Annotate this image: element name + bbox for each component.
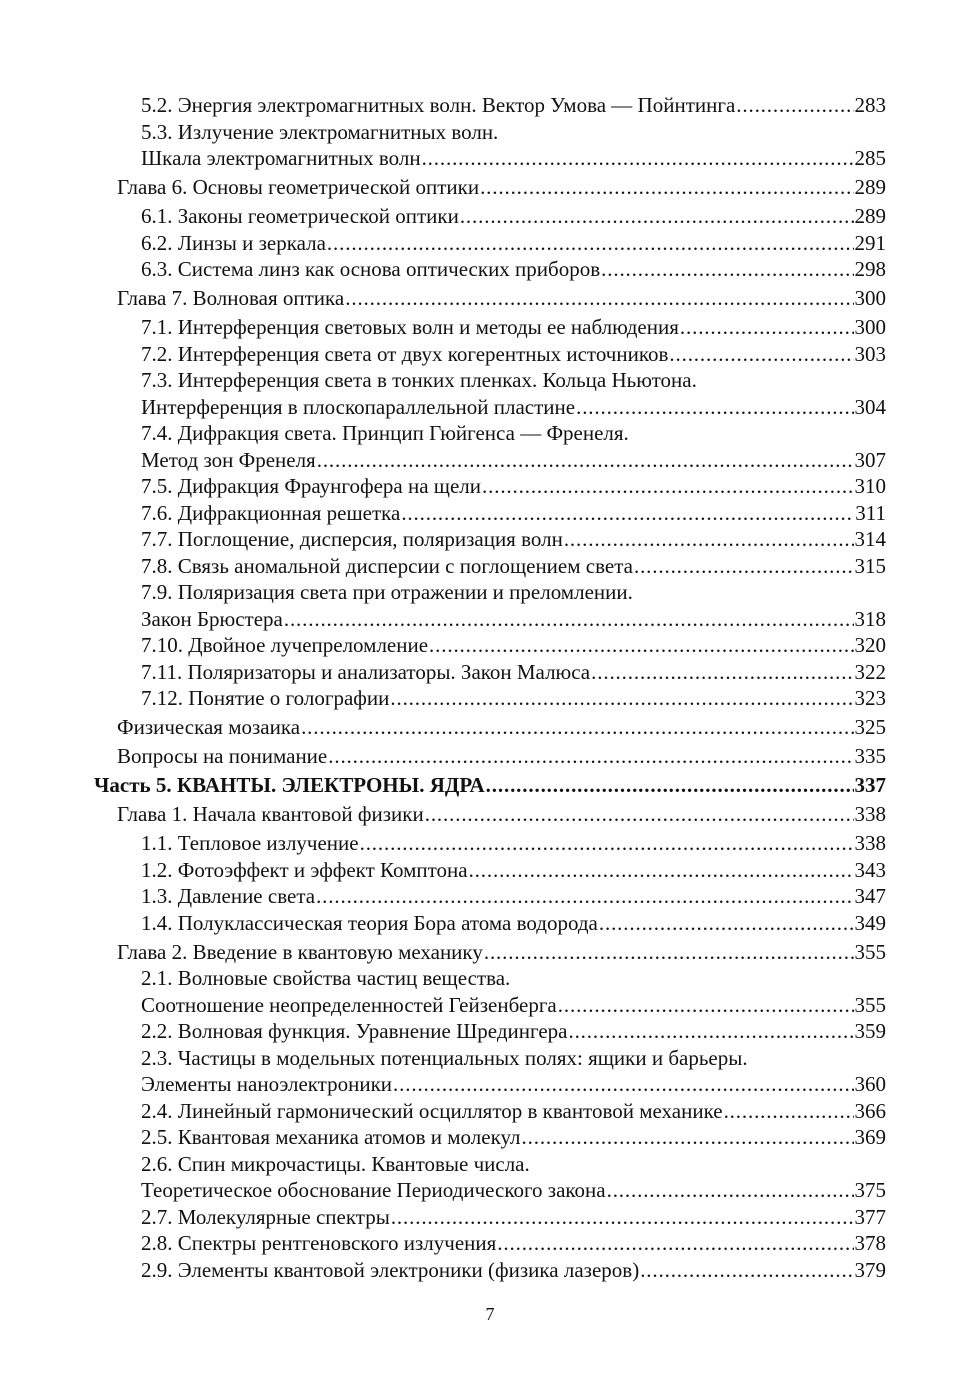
toc-entry-title: Глава 7. Волновая оптика (117, 286, 345, 310)
toc-entry-page: 369 (854, 1125, 886, 1149)
toc-entry-title: 2.2. Волновая функция. Уравнение Шредингера (141, 1019, 568, 1043)
toc-entry-page: 289 (854, 175, 886, 199)
toc-entry-title: 6.3. Система линз как основа оптических приборов (141, 257, 601, 281)
toc-entry-page: 338 (854, 802, 886, 826)
toc-entry (0, 394, 886, 421)
toc-entry (0, 203, 886, 230)
toc-entry-title: 7.6. Дифракционная решетка (141, 500, 401, 525)
toc-entry-page: 343 (854, 857, 886, 882)
dot-leader (284, 606, 854, 633)
toc-entry-line1: 2.6. Спин микрочастицы. Квантовые числа. (141, 1151, 530, 1176)
dot-leader (634, 553, 854, 580)
toc-entry-page: 320 (854, 633, 886, 657)
toc-entry (0, 606, 886, 633)
toc-entry-title: Теоретическое обоснование Периодического закона (141, 1178, 606, 1202)
toc-entry-page: 285 (854, 146, 886, 170)
toc-entry-title: 2.9. Элементы квантовой электроники (физика лазеров) (141, 1257, 640, 1282)
toc-entry-title: Физическая мозаика (117, 715, 301, 739)
toc-entry-title: 6.2. Линзы и зеркала (141, 230, 326, 255)
dot-leader (486, 772, 854, 799)
dot-leader (316, 883, 853, 910)
toc-entry-page: 318 (854, 606, 886, 631)
toc-entry-title: 7.7. Поглощение, дисперсия, поляризация волн (141, 527, 563, 551)
toc-entry (0, 1177, 886, 1204)
dot-leader (301, 714, 853, 741)
toc-entry-page: 355 (854, 992, 886, 1017)
toc-entry (0, 92, 886, 119)
dot-leader (484, 939, 854, 966)
dot-leader (640, 1257, 853, 1284)
toc-entry (0, 1071, 886, 1098)
dot-leader (360, 830, 854, 857)
dot-leader (680, 314, 854, 341)
toc-entry-title: Закон Брюстера (141, 606, 283, 631)
toc-entry-page: 335 (854, 744, 886, 768)
toc-entry-title: 7.2. Интерференция света от двух когерентных источников (141, 341, 669, 366)
toc-entry (0, 910, 886, 937)
dot-leader (480, 174, 853, 201)
toc-entry-page: 359 (854, 1019, 886, 1043)
dot-leader (497, 1230, 853, 1257)
toc-entry-page: 300 (854, 315, 886, 339)
toc-entry (0, 256, 886, 283)
dot-leader (669, 341, 853, 368)
toc-entry-page: 355 (854, 939, 886, 964)
dot-leader (482, 473, 853, 500)
toc-entry (0, 145, 886, 172)
toc-entry-page: 322 (854, 659, 886, 684)
toc-entry (0, 857, 886, 884)
toc-entry-title: 2.8. Спектры рентгеновского излучения (141, 1231, 497, 1255)
toc-chapter-entry (0, 174, 886, 201)
toc-entry (0, 1230, 886, 1257)
toc-chapter-entry (0, 743, 886, 770)
page-number: 7 (485, 1304, 495, 1324)
dot-leader (591, 659, 853, 686)
dot-leader (599, 910, 854, 937)
toc-entry-page: 310 (854, 474, 886, 498)
toc-entry-title: 1.4. Полуклассическая теория Бора атома водорода (141, 910, 598, 935)
toc-entry-page: 289 (854, 204, 886, 228)
toc-entry-line1: 7.9. Поляризация света при отражении и преломлении. (141, 580, 633, 604)
toc-entry (0, 1098, 886, 1125)
toc-entry (0, 1204, 886, 1231)
toc-entry (0, 632, 886, 659)
dot-leader (736, 92, 853, 119)
toc-entry-page: 379 (854, 1257, 886, 1282)
dot-leader (422, 145, 854, 172)
toc-entry-title: 1.1. Тепловое излучение (141, 831, 359, 855)
toc-entry-title: 1.2. Фотоэффект и эффект Комптона (141, 857, 468, 882)
dot-leader (568, 1018, 853, 1045)
dot-leader (429, 632, 853, 659)
dot-leader (522, 1124, 854, 1151)
dot-leader (327, 230, 854, 257)
toc-entry (0, 1257, 886, 1284)
toc-entry (0, 1018, 886, 1045)
dot-leader (469, 857, 854, 884)
toc-entry-page: 349 (854, 910, 886, 935)
toc-entry-title: Шкала электромагнитных волн (141, 146, 421, 170)
toc-entry (0, 553, 886, 580)
toc-entry-title: Глава 1. Начала квантовой физики (117, 802, 424, 826)
toc-entry-page: 311 (855, 500, 886, 525)
toc-entry-title: 2.5. Квантовая механика атомов и молекул (141, 1125, 521, 1149)
toc-entry-line1: 7.4. Дифракция света. Принцип Гюйгенса — Френеля. (141, 421, 629, 445)
toc-entry (0, 500, 886, 527)
toc-entry-page: 366 (854, 1098, 886, 1123)
toc-part-entry (0, 772, 886, 799)
dot-leader (724, 1098, 854, 1125)
toc-entry-page: 347 (854, 884, 886, 908)
toc-entry-title: Вопросы на понимание (117, 744, 328, 768)
toc-entry-title: Часть 5. КВАНТЫ. ЭЛЕКТРОНЫ. ЯДРА (94, 773, 485, 797)
toc-entry (0, 659, 886, 686)
toc-entry-title: Соотношение неопределенностей Гейзенберга (141, 992, 557, 1017)
dot-leader (393, 1071, 853, 1098)
toc-entry-title: 7.10. Двойное лучепреломление (141, 633, 429, 657)
dot-leader (564, 526, 854, 553)
toc-entry (0, 992, 886, 1019)
dot-leader (401, 500, 854, 527)
toc-entry (0, 230, 886, 257)
toc-entry-line1: 5.3. Излучение электромагнитных волн. (141, 119, 499, 144)
toc-entry-title: 7.8. Связь аномальной дисперсии с поглощением света (141, 553, 633, 578)
toc-entry-page: 323 (854, 686, 886, 710)
dot-leader (607, 1177, 854, 1204)
dot-leader (576, 394, 853, 421)
toc-entry-page: 303 (854, 341, 886, 366)
toc-entry-page: 375 (854, 1178, 886, 1202)
dot-leader (391, 1204, 854, 1231)
toc-entry-page: 283 (854, 93, 886, 117)
toc-entry-title: Интерференция в плоскопараллельной пластине (141, 394, 576, 419)
toc-entry-page: 378 (854, 1231, 886, 1255)
dot-leader (328, 743, 853, 770)
toc-entry (0, 883, 886, 910)
toc-entry-title: 7.12. Понятие о голографии (141, 686, 390, 710)
toc-entry-line1: 7.3. Интерференция света в тонких пленках. Кольца Ньютона. (141, 368, 697, 392)
toc-entry-page: 291 (854, 230, 886, 255)
toc-entry-page: 304 (854, 394, 886, 419)
dot-leader (558, 992, 854, 1019)
toc-entry-page: 314 (854, 527, 886, 551)
toc-entry-title: 7.1. Интерференция световых волн и методы ее наблюдения (141, 315, 679, 339)
toc-chapter-entry (0, 714, 886, 741)
dot-leader (601, 256, 853, 283)
toc-entry-title: Элементы наноэлектроники (141, 1072, 393, 1096)
toc-entry-page: 360 (854, 1072, 886, 1096)
dot-leader (425, 801, 854, 828)
dot-leader (460, 203, 854, 230)
toc-entry (0, 1124, 886, 1151)
toc-entry (0, 473, 886, 500)
toc-entry-page: 298 (854, 257, 886, 281)
toc-entry (0, 341, 886, 368)
toc-entry-title: Глава 6. Основы геометрической оптики (117, 175, 480, 199)
toc-entry-title: Метод зон Френеля (141, 447, 316, 472)
toc-entry (0, 685, 886, 712)
toc-entry (0, 526, 886, 553)
toc-entry-title: 6.1. Законы геометрической оптики (141, 204, 459, 228)
toc-chapter-entry (0, 285, 886, 312)
toc-entry-page: 325 (854, 715, 886, 739)
dot-leader (345, 285, 853, 312)
toc-entry-title: 5.2. Энергия электромагнитных волн. Вектор Умова — Пойнтинга (141, 93, 736, 117)
toc-entry-title: 1.3. Давление света (141, 884, 316, 908)
toc-chapter-entry (0, 939, 886, 966)
toc-entry-page: 307 (854, 447, 886, 472)
toc-entry-page: 338 (854, 831, 886, 855)
toc-chapter-entry (0, 801, 886, 828)
toc-entry (0, 830, 886, 857)
toc-entry-page: 300 (854, 286, 886, 310)
toc-entry-line1: 2.3. Частицы в модельных потенциальных полях: ящики и барьеры. (141, 1045, 748, 1070)
toc-entry-page: 315 (854, 553, 886, 578)
dot-leader (390, 685, 853, 712)
toc-entry-page: 377 (854, 1204, 886, 1229)
toc-entry-page: 337 (854, 773, 886, 797)
toc-entry-title: 2.7. Молекулярные спектры (141, 1204, 390, 1229)
table-of-contents (0, 92, 980, 1283)
toc-entry-title: 7.11. Поляризаторы и анализаторы. Закон Малюса (141, 659, 591, 684)
toc-entry-title: Глава 2. Введение в квантовую механику (117, 939, 483, 964)
toc-entry-line1: 2.1. Волновые свойства частиц вещества. (141, 966, 511, 990)
toc-entry (0, 447, 886, 474)
dot-leader (317, 447, 854, 474)
toc-entry-title: 7.5. Дифракция Фраунгофера на щели (141, 474, 482, 498)
toc-entry-title: 2.4. Линейный гармонический осциллятор в квантовой механике (141, 1098, 723, 1123)
toc-entry (0, 314, 886, 341)
